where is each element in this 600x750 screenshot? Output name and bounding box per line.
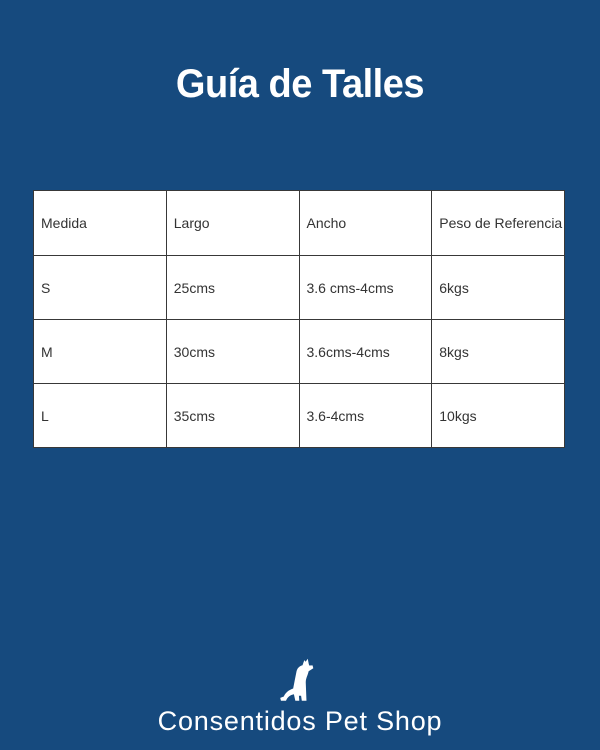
table-row — [34, 256, 565, 320]
table-header-row — [34, 191, 565, 256]
cell-largo: 25cms — [166, 256, 299, 320]
dog-icon — [0, 654, 600, 713]
cell-peso: 6kgs — [432, 256, 565, 320]
brand-name: Consentidos Pet Shop — [157, 706, 443, 736]
cell-ancho: 3.6-4cms — [299, 384, 432, 448]
table-row — [34, 384, 565, 448]
cell-ancho: 3.6cms-4cms — [299, 320, 432, 384]
cell-size: L — [34, 384, 167, 448]
cell-largo: 30cms — [166, 320, 299, 384]
table-row — [34, 320, 565, 384]
column-header-medida: Medida — [34, 191, 167, 256]
column-header-largo: Largo — [166, 191, 299, 256]
size-guide-table — [33, 190, 565, 448]
column-header-peso: Peso de Referencia — [432, 191, 565, 256]
cell-largo: 35cms — [166, 384, 299, 448]
cell-peso: 10kgs — [432, 384, 565, 448]
size-guide-table-container — [33, 190, 565, 448]
cell-size: M — [34, 320, 167, 384]
cell-size: S — [34, 256, 167, 320]
column-header-ancho: Ancho — [299, 191, 432, 256]
page-title: Guía de Talles — [175, 62, 425, 106]
cell-peso: 8kgs — [432, 320, 565, 384]
cell-ancho: 3.6 cms-4cms — [299, 256, 432, 320]
